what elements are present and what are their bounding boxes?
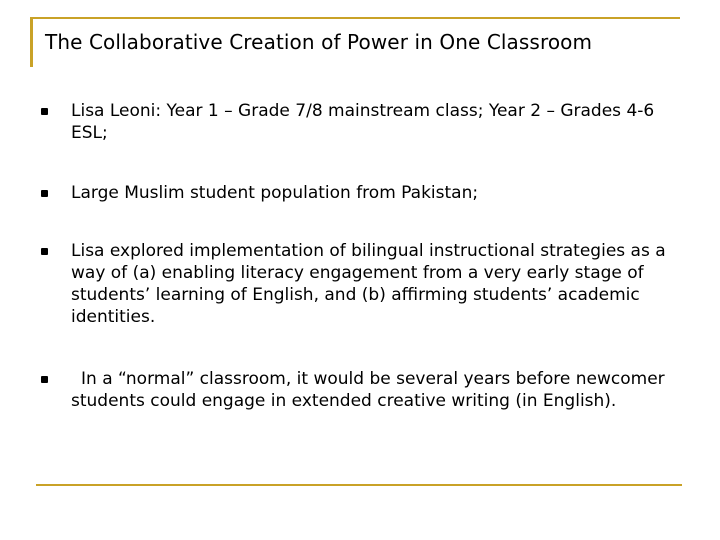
square-bullet-icon — [41, 376, 48, 383]
bottom-divider — [36, 484, 682, 486]
title-accent-horizontal-line — [30, 17, 680, 19]
square-bullet-icon — [41, 190, 48, 197]
square-bullet-icon — [41, 248, 48, 255]
bullet-text: Lisa explored implementation of bilingual instructional strategies as a way of (a) enabling literacy engagement from a very early stage of students’ learning of English, and (b) affirming students’ academic identities. — [71, 241, 666, 327]
bullet-text: In a “normal” classroom, it would be several years before newcomer students could engage in extended creative writing (in English). — [71, 369, 665, 411]
square-bullet-icon — [41, 108, 48, 115]
title-accent-vertical-line — [30, 17, 33, 67]
bullet-text: Lisa Leoni: Year 1 – Grade 7/8 mainstream class; Year 2 – Grades 4-6 ESL; — [71, 101, 655, 143]
slide-title: The Collaborative Creation of Power in One Classroom — [45, 30, 593, 54]
title-bar — [30, 17, 680, 67]
bullet-text: Large Muslim student population from Pakistan; — [71, 183, 479, 203]
